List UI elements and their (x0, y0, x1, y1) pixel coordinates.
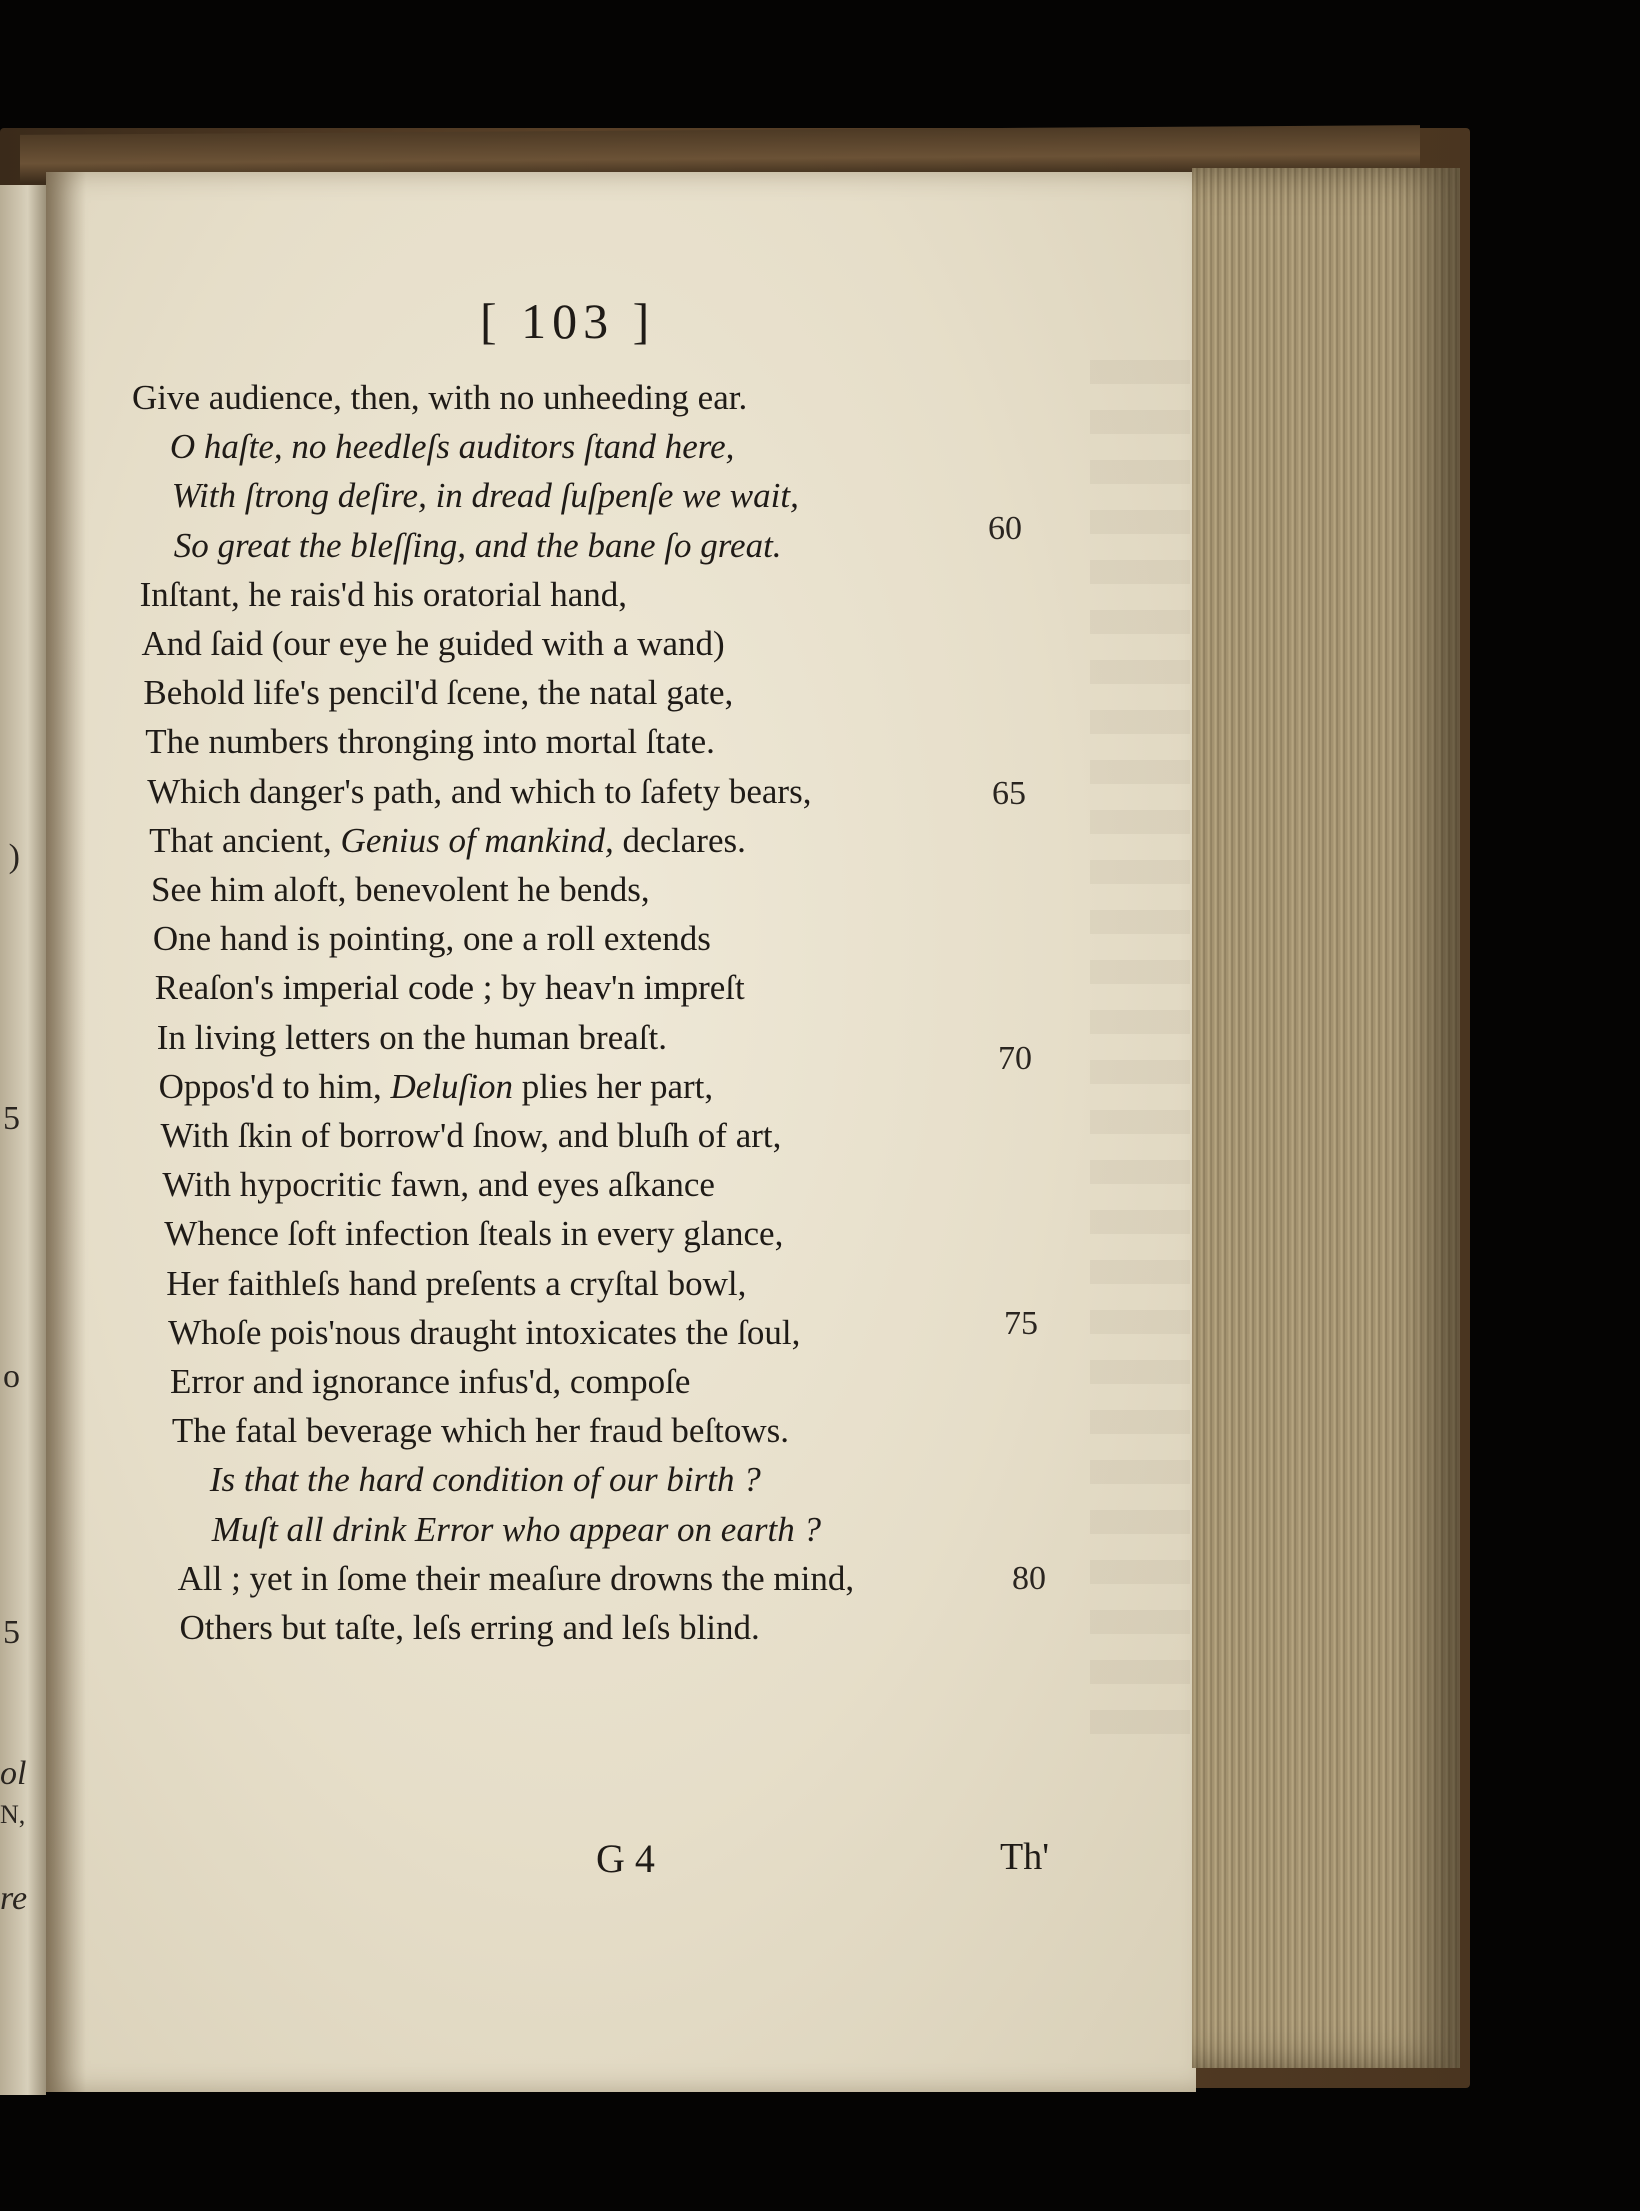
line-segment: The fatal beverage which her fraud beſtows. (171, 1411, 789, 1451)
page-block-edges (1192, 168, 1460, 2068)
poem-line (153, 919, 711, 959)
line-segment: plies her part, (512, 1066, 714, 1106)
poem-line (159, 1067, 714, 1107)
left-page-fragment: 5 (3, 1614, 20, 1651)
left-page-fragment: re (0, 1880, 28, 1917)
poem-line (178, 1559, 855, 1599)
poem-line (172, 476, 799, 516)
line-segment: Is that the hard condition of our birth ? (209, 1460, 761, 1500)
line-segment: Her faithleſs hand preſents a cryſtal bowl, (166, 1263, 747, 1303)
poem-line (212, 1510, 821, 1550)
poem-line (164, 1214, 783, 1254)
poem-line (145, 722, 715, 762)
left-page-fragment: ) (8, 838, 20, 875)
line-segment: That ancient, (149, 820, 341, 860)
poem-line (140, 575, 627, 615)
line-segment: So great the bleſſing, and the bane ſo great. (173, 525, 782, 565)
line-segment: With ſkin of borrow'd ſnow, and bluſh of art, (160, 1116, 782, 1155)
line-segment: See him aloft, benevolent he bends, (151, 870, 650, 909)
line-number: 70 (998, 1040, 1032, 1077)
left-page-fragment: N, (0, 1800, 26, 1829)
poem-line (147, 772, 811, 812)
line-segment: Whoſe pois'nous draught intoxicates the ſoul, (168, 1312, 801, 1352)
line-segment: With hypocritic fawn, and eyes aſkance (162, 1165, 715, 1205)
line-segment: The numbers thronging into mortal ſtate. (145, 722, 715, 762)
gutter-shadow (46, 172, 86, 2092)
poem-line (174, 526, 782, 566)
poem-line (170, 427, 734, 467)
line-segment: Muſt all drink Error who appear on earth ? (211, 1509, 821, 1549)
poem-line (170, 1362, 690, 1402)
poem-line (161, 1116, 782, 1156)
italic-phrase: Genius of mankind, (340, 820, 614, 860)
poem-line (151, 870, 650, 910)
line-segment: Error and ignorance infus'd, compoſe (170, 1362, 691, 1401)
poem-line (149, 821, 746, 861)
line-segment: With ſtrong deſire, in dread ſuſpenſe we wait, (171, 476, 799, 516)
line-segment: And ſaid (our eye he guided with a wand) (141, 624, 725, 663)
left-page-fragment: o (3, 1358, 20, 1395)
poem-line (166, 1264, 746, 1304)
line-segment: Inſtant, he rais'd his oratorial hand, (139, 574, 628, 614)
page-header: [ 103 ] (480, 293, 656, 349)
left-page-fragment: ol (0, 1755, 27, 1792)
poem-line (143, 673, 733, 713)
poem-line (168, 1313, 800, 1353)
italic-phrase: Deluſion (390, 1066, 513, 1106)
poem-line (172, 1411, 789, 1451)
poem-line (157, 1018, 667, 1058)
show-through-text (1090, 360, 1190, 1740)
line-segment: Which danger's path, and which to ſafety bears, (147, 771, 812, 811)
line-segment: declares. (613, 820, 746, 860)
line-segment: All ; yet in ſome their meaſure drowns the mind, (177, 1558, 855, 1598)
line-segment: Give audience, then, with no unheeding ear. (132, 378, 748, 417)
line-number: 60 (988, 510, 1022, 547)
line-segment: One hand is pointing, one a roll extends (152, 919, 711, 959)
line-number: 80 (1012, 1560, 1046, 1597)
poem-line (155, 968, 745, 1008)
poem-line (132, 378, 747, 418)
line-segment: Whence ſoft infection ſteals in every glance, (164, 1214, 784, 1254)
line-segment: Oppos'd to him, (158, 1066, 391, 1106)
line-number: 65 (992, 775, 1026, 812)
line-segment: Behold life's pencil'd ſcene, the natal gate, (143, 673, 734, 713)
poem-line (210, 1460, 761, 1500)
signature-mark: G 4 (596, 1836, 655, 1881)
poem-line (142, 624, 725, 664)
line-segment: Others but taſte, leſs erring and leſs blind. (179, 1608, 760, 1647)
catchword: Th' (1000, 1836, 1050, 1878)
line-segment: In living letters on the human breaſt. (156, 1017, 667, 1057)
left-page-fragment: 5 (3, 1100, 20, 1137)
line-segment: Reaſon's imperial code ; by heav'n impreſt (154, 968, 745, 1008)
line-number: 75 (1004, 1305, 1038, 1342)
poem-line (162, 1165, 715, 1205)
poem-line (180, 1608, 760, 1648)
line-segment: O haſte, no heedleſs auditors ſtand here, (169, 427, 735, 467)
